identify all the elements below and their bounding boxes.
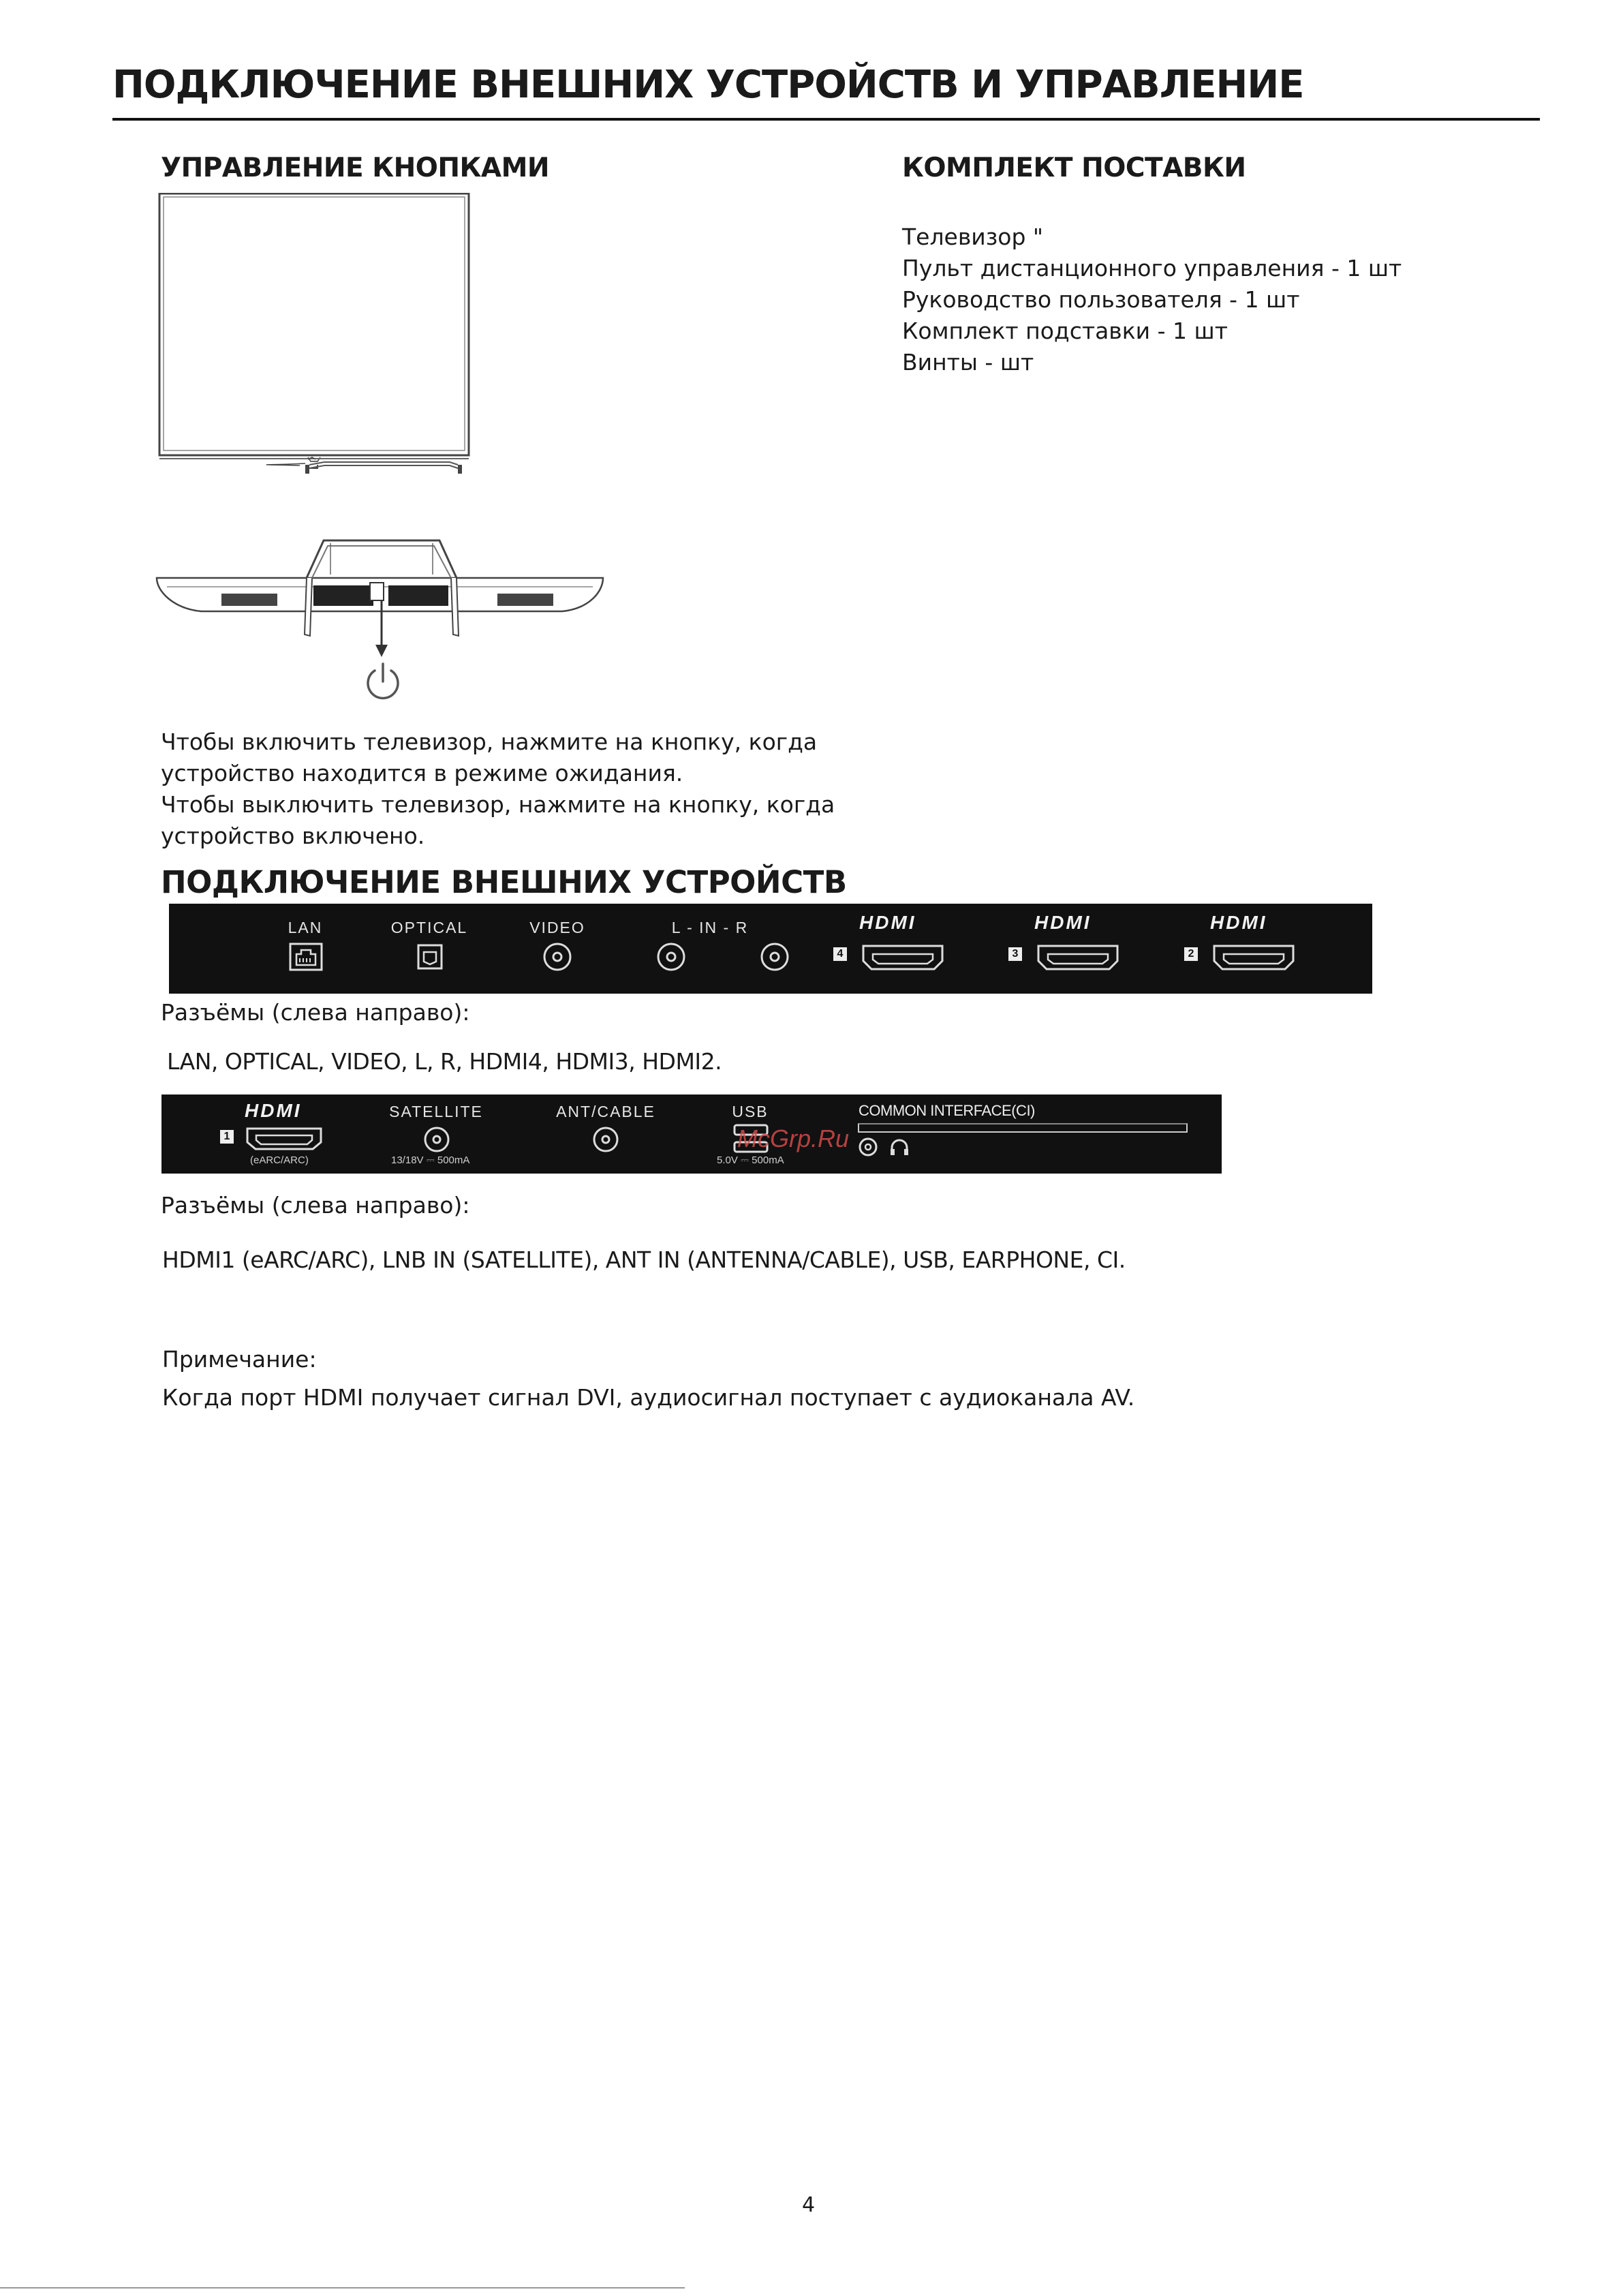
satellite-jack-icon[interactable] [422, 1124, 452, 1154]
package-heading: КОМПЛЕКТ ПОСТАВКИ [902, 153, 1246, 183]
earphone-jack-icon[interactable] [858, 1137, 878, 1157]
headphone-icon [889, 1138, 910, 1157]
watermark: McGrp.Ru [737, 1124, 850, 1152]
hdmi-earc-port-icon[interactable] [245, 1126, 326, 1153]
package-item: Руководство пользователя - 1 шт [902, 286, 1300, 313]
note-text: Когда порт HDMI получает сигнал DVI, аудиосигнал поступает с аудиоканала AV. [162, 1384, 1135, 1411]
video-jack-icon[interactable] [541, 940, 574, 973]
usb-power-note: 5.0V ⎓ 500mA [717, 1154, 784, 1166]
description-line: Чтобы включить телевизор, нажмите на кнопку, когда [161, 729, 818, 755]
title-divider [112, 118, 1540, 121]
power-icon[interactable] [362, 661, 403, 703]
hdmi-logo: HDMI [245, 1100, 302, 1121]
package-list [902, 221, 1402, 378]
page-number: 4 [802, 2193, 816, 2217]
tv-front-illustration [157, 193, 477, 486]
optical-port-icon[interactable] [416, 943, 444, 970]
lan-port-icon[interactable] [288, 942, 325, 972]
bottom-divider [0, 2287, 685, 2289]
panel2-connector-list: HDMI1 (eARC/ARC), LNB IN (SATELLITE), ANT IN (ANTENNA/CABLE), USB, EARPHONE, CI. [162, 1246, 1126, 1273]
satellite-label: SATELLITE [389, 1103, 483, 1120]
audio-left-jack-icon[interactable] [655, 940, 687, 973]
hdmi-port-icon[interactable] [861, 943, 949, 973]
package-item: Телевизор " [902, 224, 1044, 250]
lan-label: LAN [288, 919, 323, 936]
panel1-connector-list: LAN, OPTICAL, VIDEO, L, R, HDMI4, HDMI3, HDMI2. [167, 1048, 722, 1075]
ci-slot[interactable] [858, 1123, 1188, 1133]
audio-right-jack-icon[interactable] [758, 940, 791, 973]
satellite-power-note: 13/18V ⎓ 500mA [391, 1154, 470, 1166]
audio-in-label: L - IN - R [671, 919, 749, 936]
package-item: Комплект подставки - 1 шт [902, 318, 1228, 344]
description-line: устройство включено. [161, 823, 425, 849]
hdmi-logo: HDMI [1034, 912, 1092, 933]
optical-label: OPTICAL [390, 919, 468, 936]
hdmi-number-badge: 1 [220, 1130, 234, 1144]
hdmi-number-badge: 3 [1008, 947, 1022, 961]
hdmi-port-icon[interactable] [1036, 943, 1124, 973]
rear-panel-bottom [161, 1095, 1222, 1174]
hdmi-earc-label: (eARC/ARC) [250, 1154, 309, 1166]
hdmi-number-badge: 4 [833, 947, 847, 961]
package-item: Пульт дистанционного управления - 1 шт [902, 255, 1402, 281]
antenna-jack-icon[interactable] [591, 1124, 621, 1154]
buttons-description [161, 726, 835, 852]
hdmi-logo: HDMI [1210, 912, 1267, 933]
rear-panel-side [169, 904, 1372, 994]
description-line: устройство находится в режиме ожидания. [161, 760, 683, 786]
description-line: Чтобы выключить телевизор, нажмите на кнопку, когда [161, 791, 835, 818]
panel2-caption: Разъёмы (слева направо): [161, 1192, 470, 1219]
hdmi-port-icon[interactable] [1211, 943, 1300, 973]
ant-cable-label: ANT/CABLE [556, 1103, 655, 1120]
video-label: VIDEO [529, 919, 585, 936]
usb-label: USB [732, 1103, 769, 1120]
note-label: Примечание: [162, 1346, 317, 1373]
connections-heading: ПОДКЛЮЧЕНИЕ ВНЕШНИХ УСТРОЙСТВ [161, 864, 847, 900]
hdmi-number-badge: 2 [1184, 947, 1198, 961]
buttons-heading: УПРАВЛЕНИЕ КНОПКАМИ [161, 153, 550, 183]
panel1-caption: Разъёмы (слева направо): [161, 999, 470, 1026]
hdmi-logo: HDMI [859, 912, 916, 933]
page-title: ПОДКЛЮЧЕНИЕ ВНЕШНИХ УСТРОЙСТВ И УПРАВЛЕНИЕ [112, 63, 1304, 107]
ci-label: COMMON INTERFACE(CI) [859, 1102, 1035, 1119]
package-item: Винты - шт [902, 349, 1034, 376]
